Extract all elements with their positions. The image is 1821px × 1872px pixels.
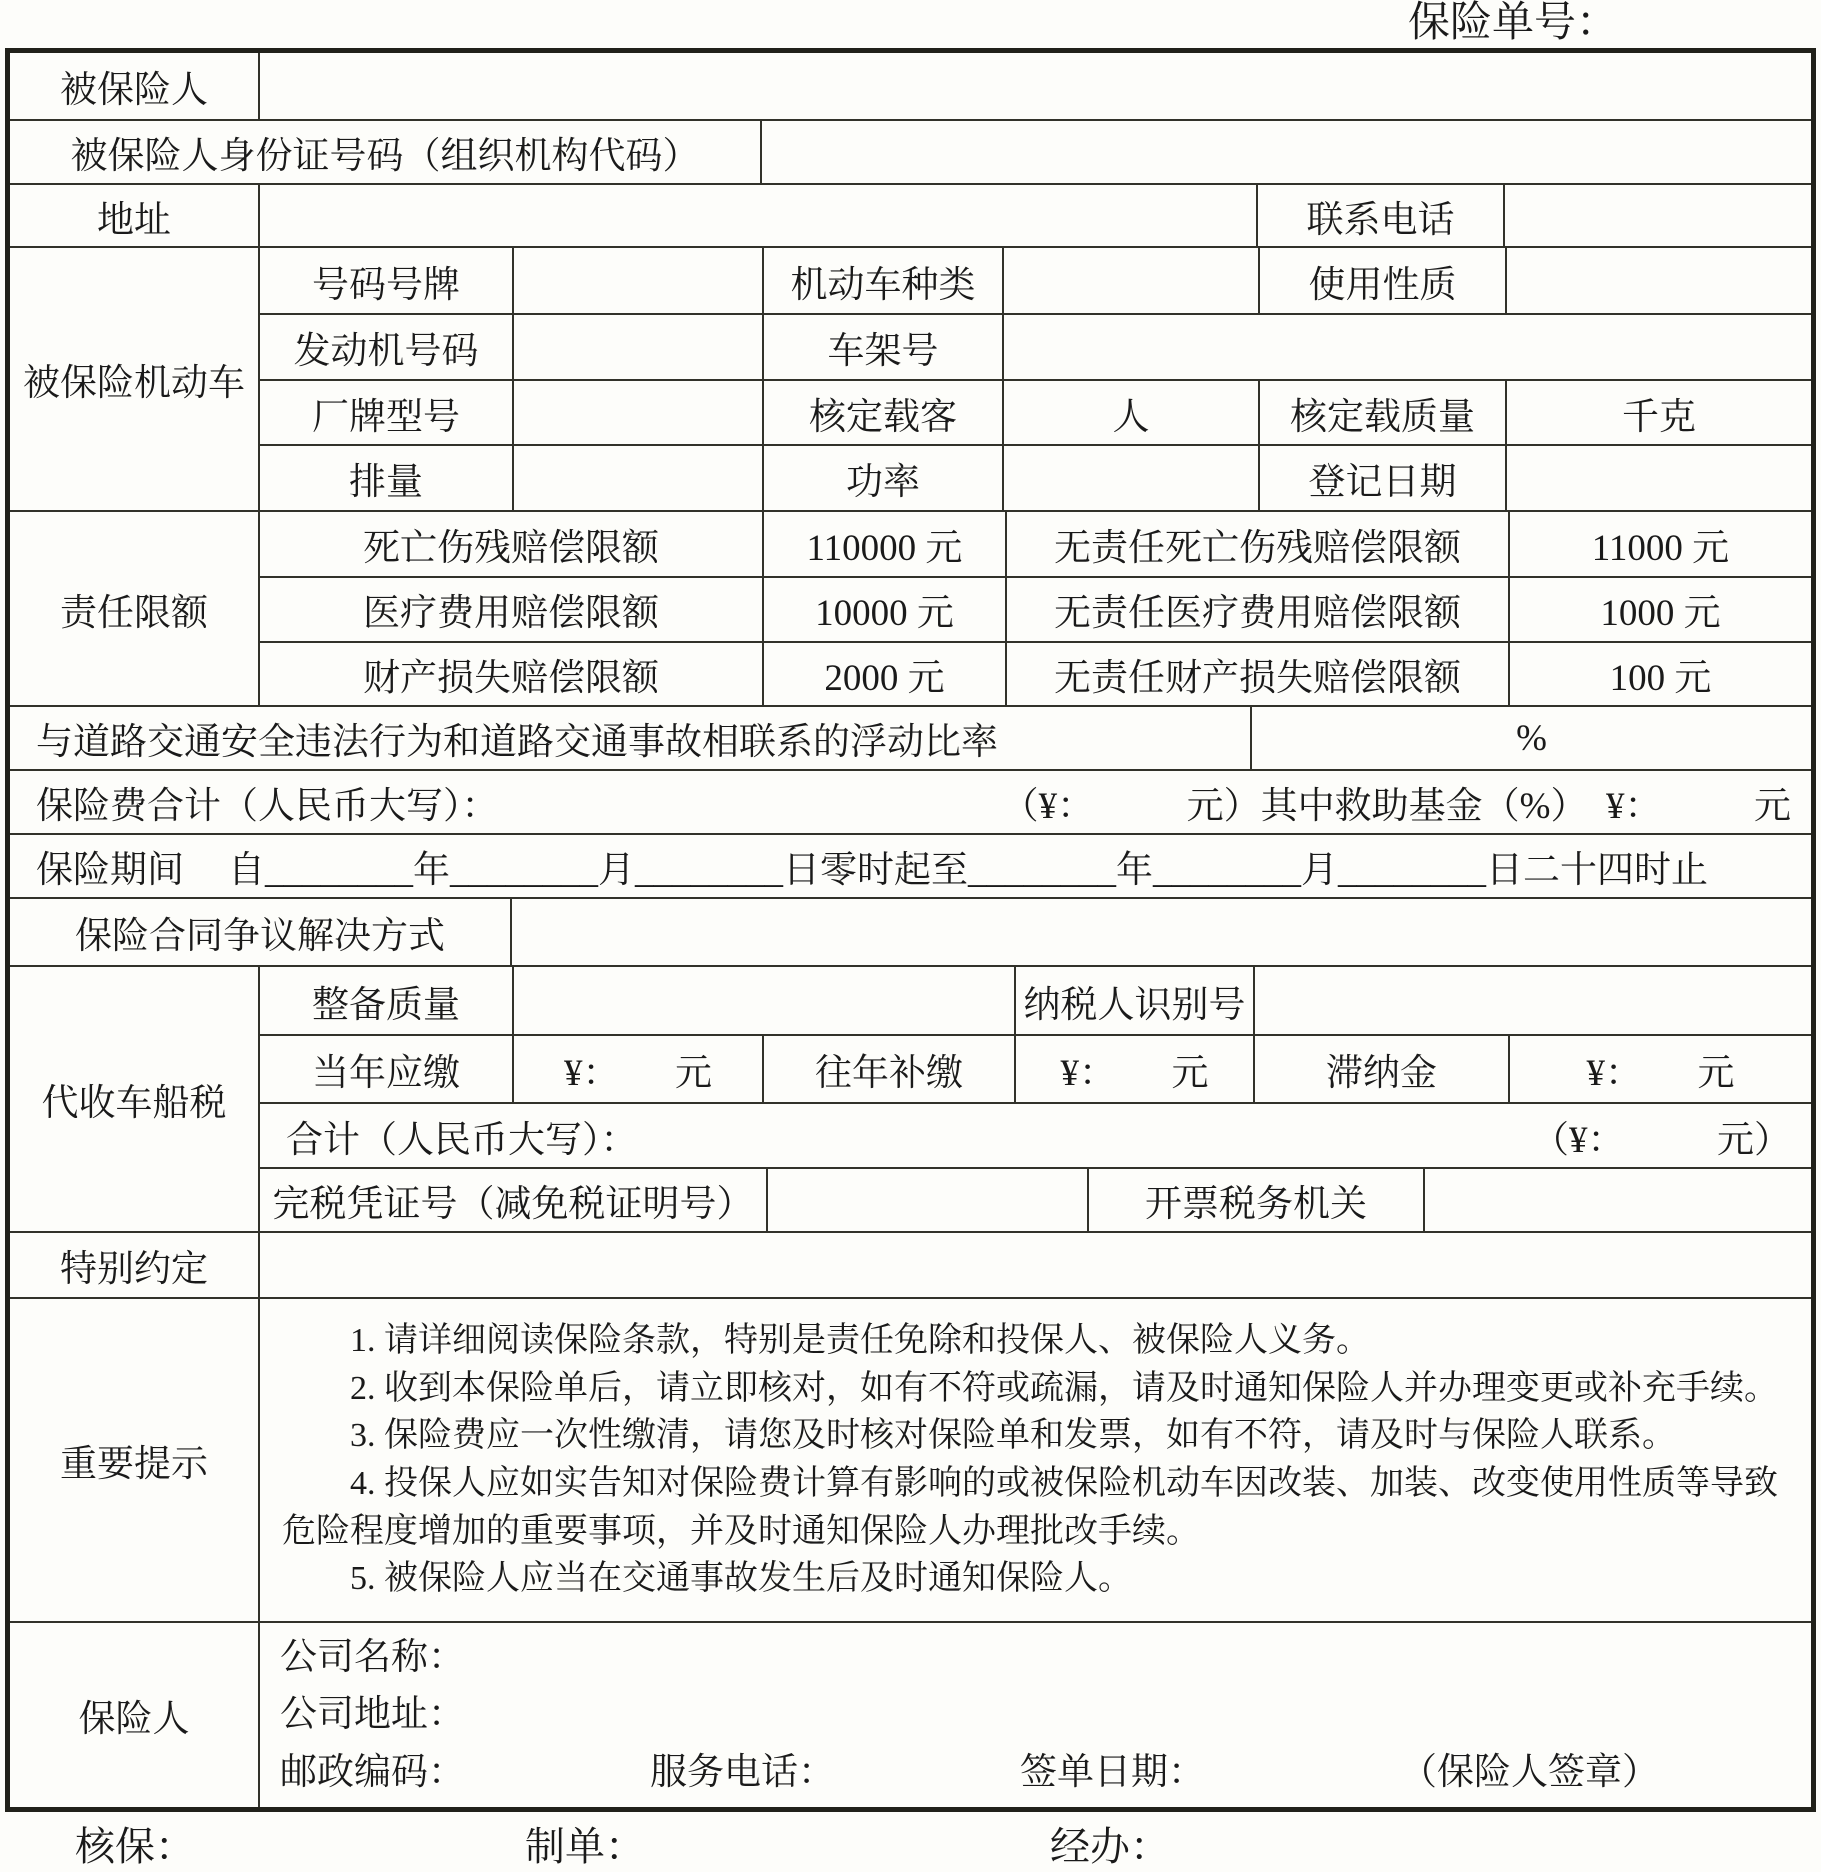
- reg-date-field[interactable]: [1505, 446, 1811, 510]
- vehicle-section: [10, 246, 1811, 510]
- important-notes-section: [10, 1297, 1811, 1621]
- vehicle-row-engine: [260, 313, 1811, 379]
- vehicle-row-brand: [260, 379, 1811, 445]
- company-address-field[interactable]: [465, 1686, 1811, 1743]
- brand-model-label: 厂牌型号: [312, 396, 460, 438]
- plate-label: 号码号牌: [312, 264, 460, 306]
- handler-label: 经办：: [1050, 1823, 1170, 1869]
- insured-label: 被保险人: [60, 70, 208, 111]
- insured-name-field[interactable]: [258, 53, 1811, 119]
- postcode-label: 邮政编码：: [280, 1751, 465, 1793]
- id-code-field[interactable]: [760, 121, 1811, 183]
- insurer-seal-label: （保险人签章）: [1400, 1751, 1659, 1793]
- property-limit-label: 财产损失赔偿限额: [363, 657, 659, 699]
- company-address-label: 公司地址：: [280, 1694, 465, 1736]
- no-fault-medical-limit-amount: 1000 元: [1508, 578, 1811, 640]
- curb-weight-field[interactable]: [512, 967, 1014, 1034]
- dispute-method-label: 保险合同争议解决方式: [75, 916, 445, 957]
- service-phone-label: 服务电话：: [650, 1751, 835, 1793]
- important-notes-body: [258, 1299, 1811, 1621]
- no-fault-property-limit-label: 无责任财产损失赔偿限额: [1005, 643, 1508, 705]
- taxpayer-id-label: 纳税人识别号: [1014, 967, 1253, 1034]
- liability-section: [10, 510, 1811, 705]
- issuer-label: 制单：: [525, 1823, 645, 1869]
- tax-row-weight: [260, 967, 1811, 1034]
- seating-unit: 人: [1002, 381, 1258, 445]
- plate-field[interactable]: [512, 248, 762, 313]
- liability-row-property: [260, 641, 1811, 705]
- no-fault-medical-limit-label: 无责任医疗费用赔偿限额: [1005, 578, 1508, 640]
- engine-no-label: 发动机号码: [293, 331, 479, 373]
- displacement-field[interactable]: [512, 446, 762, 510]
- no-fault-property-limit-amount: 100 元: [1508, 643, 1811, 705]
- displacement-label: 排量: [349, 462, 423, 504]
- contact-phone-label: 联系电话: [1256, 185, 1503, 246]
- current-due-field[interactable]: ¥： 元: [512, 1036, 762, 1102]
- tax-row-cert: [260, 1167, 1811, 1231]
- note-item-4: 4. 投保人应如实告知对保险费计算有影响的或被保险机动车因改装、加装、改变使用性质等导致危险程度增加的重要事项，并及时通知保险人办理批改手续。: [282, 1465, 1778, 1550]
- special-agreement-field[interactable]: [258, 1233, 1811, 1297]
- insured-row: [10, 53, 1811, 119]
- tax-section: [10, 965, 1811, 1231]
- dispute-method-field[interactable]: [510, 899, 1811, 965]
- late-fee-label: 滞纳金: [1253, 1036, 1508, 1102]
- brand-model-field[interactable]: [512, 381, 762, 445]
- premium-cell: [10, 771, 1811, 833]
- no-fault-death-limit-label: 无责任死亡伤残赔偿限额: [1005, 512, 1508, 576]
- vehicle-group-label: 被保险机动车: [23, 363, 245, 404]
- address-field[interactable]: [258, 185, 1256, 246]
- period-row: [10, 833, 1811, 897]
- note-item-2: 2. 收到本保险单后，请立即核对，如有不符或疏漏，请及时通知保险人并办理变更或补充手续。: [350, 1369, 1778, 1407]
- liability-subtable: [258, 512, 1811, 705]
- note-item-3: 3. 保险费应一次性缴清，请您及时核对保险单和发票，如有不符，请及时与保险人联系。: [350, 1417, 1676, 1455]
- insurer-label: 保险人: [78, 1699, 190, 1740]
- special-agreement-row: [10, 1231, 1811, 1297]
- floating-rate-label: 与道路交通安全违法行为和道路交通事故相联系的浮动比率: [36, 722, 998, 763]
- important-notes-label: 重要提示: [60, 1444, 208, 1485]
- usage-field[interactable]: [1505, 248, 1811, 313]
- medical-limit-amount: 10000 元: [762, 578, 1005, 640]
- form-table: [5, 48, 1816, 1812]
- tax-row-due: [260, 1034, 1811, 1102]
- vin-field[interactable]: [1002, 315, 1811, 379]
- tax-cert-label: 完税凭证号（减免税证明号）: [272, 1184, 754, 1226]
- insurer-section: [10, 1621, 1811, 1807]
- vehicle-row-plate: [260, 248, 1811, 313]
- prior-due-field[interactable]: ¥： 元: [1014, 1036, 1253, 1102]
- liability-group-label: 责任限额: [60, 592, 208, 634]
- vehicle-type-label: 机动车种类: [762, 248, 1002, 313]
- current-due-label: 当年应缴: [312, 1053, 460, 1095]
- tax-cert-field[interactable]: [766, 1169, 1087, 1231]
- dispute-row: [10, 897, 1811, 965]
- period-label: 保险期间: [36, 850, 184, 891]
- medical-limit-label: 医疗费用赔偿限额: [363, 593, 659, 635]
- premium-row: [10, 769, 1811, 833]
- vin-label: 车架号: [762, 315, 1002, 379]
- company-name-label: 公司名称：: [280, 1636, 465, 1678]
- period-dates-field[interactable]: 自________年________月________日零时起至________年________月________日二十四时止: [228, 850, 1708, 891]
- seating-label: 核定载客: [762, 381, 1002, 445]
- note-item-5: 5. 被保险人应当在交通事故发生后及时通知保险人。: [350, 1560, 1132, 1598]
- vehicle-type-field[interactable]: [1002, 248, 1258, 313]
- signature-footer: [0, 1818, 1821, 1868]
- address-row: [10, 183, 1811, 246]
- late-fee-field[interactable]: ¥： 元: [1508, 1036, 1811, 1102]
- engine-no-field[interactable]: [512, 315, 762, 379]
- prior-due-label: 往年补缴: [762, 1036, 1014, 1102]
- death-limit-amount: 110000 元: [762, 512, 1005, 576]
- address-label: 地址: [97, 199, 171, 241]
- premium-total-label: 保险费合计（人民币大写）：: [36, 786, 499, 827]
- tax-row-total: [260, 1102, 1811, 1168]
- tax-subtable: [258, 967, 1811, 1231]
- insurer-info: [258, 1623, 1811, 1807]
- liability-row-medical: [260, 576, 1811, 640]
- tax-total-field[interactable]: （¥： 元）: [1532, 1119, 1791, 1161]
- note-item-1: 1. 请详细阅读保险条款，特别是责任免除和投保人、被保险人义务。: [350, 1322, 1370, 1360]
- policy-number-label: 保险单号：: [1408, 0, 1619, 46]
- company-name-field[interactable]: [465, 1629, 1811, 1686]
- tax-total-cell: [260, 1104, 1811, 1168]
- period-cell: [10, 835, 1811, 897]
- load-unit: 千克: [1505, 381, 1811, 445]
- tax-office-field[interactable]: [1423, 1169, 1811, 1231]
- power-field[interactable]: [1002, 446, 1258, 510]
- sign-date-label: 签单日期：: [1020, 1751, 1205, 1793]
- tax-office-label: 开票税务机关: [1087, 1169, 1423, 1231]
- floating-rate-field[interactable]: %: [1250, 707, 1811, 769]
- underwriter-label: 核保：: [75, 1823, 195, 1869]
- floating-rate-row: [10, 705, 1811, 769]
- no-fault-death-limit-amount: 11000 元: [1508, 512, 1811, 576]
- liability-row-death: [260, 512, 1811, 576]
- tax-group-label: 代收车船税: [41, 1083, 227, 1124]
- premium-amount-field[interactable]: （¥： 元）其中救助基金（%） ¥： 元: [1001, 786, 1791, 827]
- id-code-label: 被保险人身份证号码（组织机构代码）: [70, 136, 700, 177]
- tax-total-label: 合计（人民币大写）：: [286, 1119, 638, 1161]
- vehicle-subtable: [258, 248, 1811, 510]
- load-label: 核定载质量: [1258, 381, 1505, 445]
- special-agreement-label: 特别约定: [60, 1249, 208, 1290]
- death-limit-label: 死亡伤残赔偿限额: [363, 528, 659, 570]
- property-limit-amount: 2000 元: [762, 643, 1005, 705]
- usage-label: 使用性质: [1258, 248, 1505, 313]
- power-label: 功率: [762, 446, 1002, 510]
- id-code-row: [10, 119, 1811, 183]
- reg-date-label: 登记日期: [1258, 446, 1505, 510]
- curb-weight-label: 整备质量: [312, 984, 460, 1026]
- contact-phone-field[interactable]: [1503, 185, 1811, 246]
- vehicle-row-displacement: [260, 444, 1811, 510]
- taxpayer-id-field[interactable]: [1253, 967, 1811, 1034]
